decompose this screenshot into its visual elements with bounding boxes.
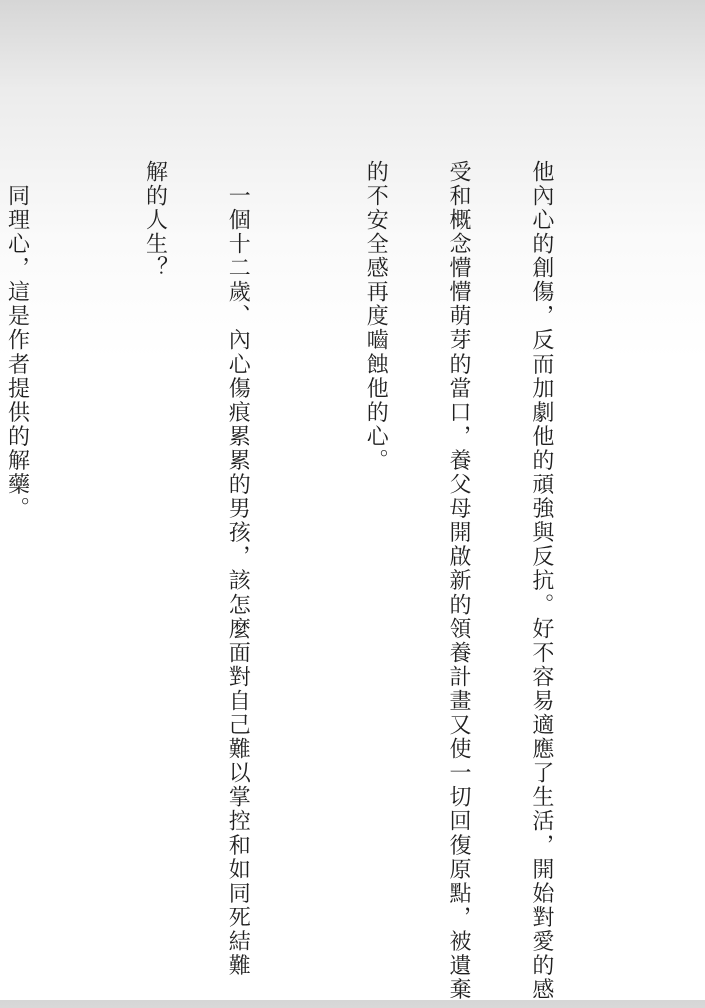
text-line: 的不安全感再度嚙蝕他的心。: [363, 160, 389, 473]
paragraph-2: [86, 160, 307, 978]
text-line: 受和概念懵懵萌芽的當口，養父母開啟新的領養計畫又使一切回復原點，被遺棄: [446, 160, 472, 1002]
paragraph-1: [306, 160, 610, 1002]
text-line: 同理心，這是作者提供的解藥。: [4, 160, 30, 521]
vertical-text-body: [0, 160, 610, 1002]
text-line: 他內心的創傷，反而加劇他的頑強與反抗。好不容易適應了生活，開始對愛的感: [528, 160, 554, 1002]
text-line: 解的人生？: [142, 160, 168, 281]
text-line: 一個十二歲、內心傷痕累累的男孩，該怎麼面對自己難以掌控和如同死結難: [225, 160, 251, 978]
paragraph-3: [0, 160, 86, 900]
